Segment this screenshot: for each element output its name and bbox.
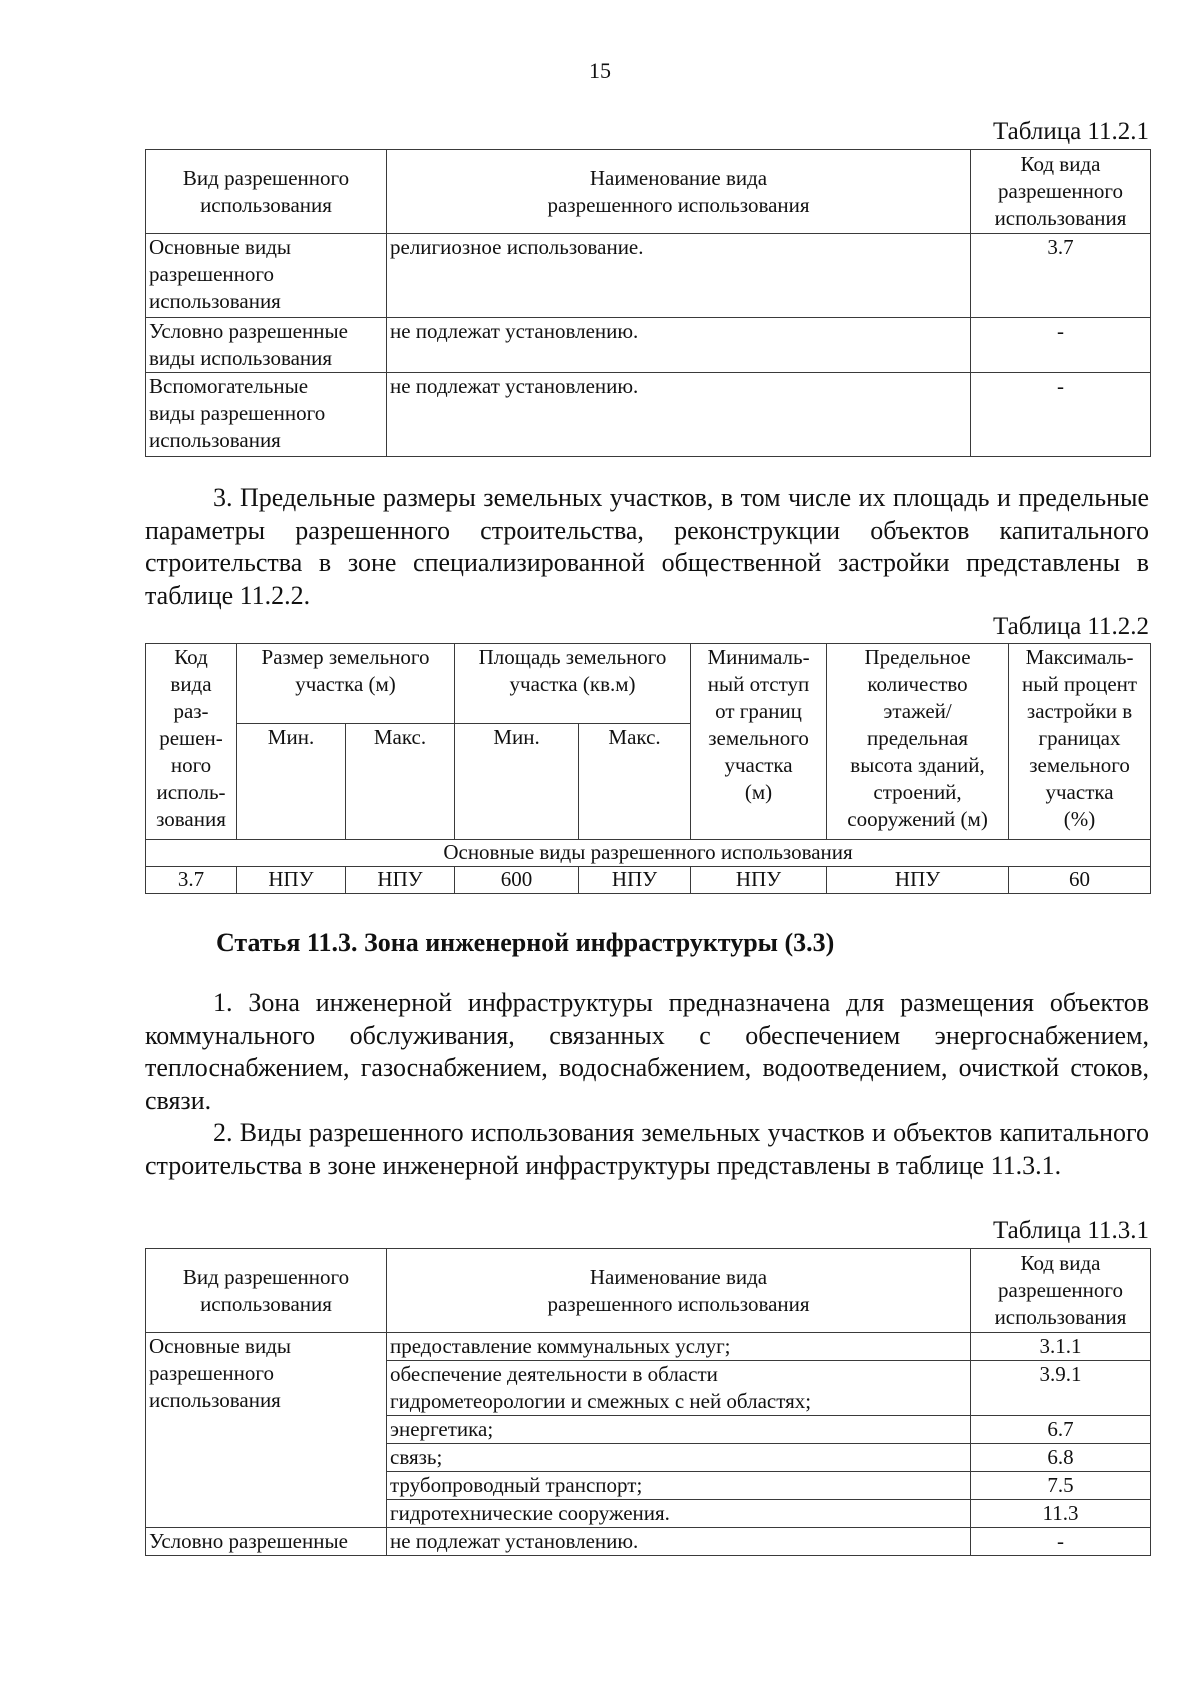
cell-area-min: 600	[455, 867, 579, 894]
header-cell: Код вида разрешенного использования	[971, 1249, 1151, 1333]
table-row	[146, 1333, 1151, 1361]
cell-code: -	[971, 373, 1151, 457]
cell-name: обеспечение деятельности в области гидрометеорологии и смежных с ней областях;	[387, 1361, 971, 1416]
cell-code: 11.3	[971, 1500, 1151, 1528]
header-cell: Наименование вида разрешенного использования	[387, 150, 971, 234]
table-section-row	[146, 840, 1151, 867]
table-header-row	[146, 644, 1151, 724]
table-row	[146, 1528, 1151, 1556]
cell-name: религиозное использование.	[387, 234, 971, 318]
cell-code: 6.8	[971, 1444, 1151, 1472]
table-11-2-2-caption: Таблица 11.2.2	[993, 613, 1149, 640]
table-11-2-1-caption: Таблица 11.2.1	[993, 118, 1149, 145]
header-percent: Максималь- ный процент застройки в границах земельного участка (%)	[1009, 644, 1151, 840]
cell-name: предоставление коммунальных услуг;	[387, 1333, 971, 1361]
cell-type: Вспомогательные виды разрешенного использования	[146, 373, 387, 457]
cell-code: -	[971, 1528, 1151, 1556]
header-code: Код вида раз- решен- ного исполь- зования	[146, 644, 237, 840]
cell-name: связь;	[387, 1444, 971, 1472]
cell-name: не подлежат установлению.	[387, 1528, 971, 1556]
cell-name: энергетика;	[387, 1416, 971, 1444]
paragraph-limits	[145, 482, 1149, 612]
cell-name: трубопроводный транспорт;	[387, 1472, 971, 1500]
cell-code: 7.5	[971, 1472, 1151, 1500]
paragraph-zone-uses-text: 2. Виды разрешенного использования земельных участков и объектов капитального строительства в зоне инженерной инфраструктуры представлены в таблице 11.3.1.	[145, 1118, 1149, 1180]
cell-size-min: НПУ	[237, 867, 346, 894]
header-size-max: Макс.	[346, 724, 455, 840]
header-floors: Предельное количество этажей/ предельная высота зданий, строений, сооружений (м)	[827, 644, 1009, 840]
cell-name: не подлежат установлению.	[387, 318, 971, 373]
page-number: 15	[589, 58, 611, 83]
header-area-max: Макс.	[579, 724, 691, 840]
header-area-min: Мин.	[455, 724, 579, 840]
cell-percent: 60	[1009, 867, 1151, 894]
cell-name: гидротехнические сооружения.	[387, 1500, 971, 1528]
article-title: Статья 11.3. Зона инженерной инфраструктуры (3.3)	[216, 928, 835, 957]
table-11-2-2	[145, 643, 1151, 894]
cell-floors: НПУ	[827, 867, 1009, 894]
cell-type: Условно разрешенные виды использования	[146, 318, 387, 373]
paragraph-zone-purpose-text: 1. Зона инженерной инфраструктуры предназначена для размещения объектов коммунального обслуживания, связанных с обеспечением энергоснабжением, теплоснабжением, газоснабжением, водоснабжением, водоотведением, очисткой стоков, связи.	[145, 988, 1149, 1115]
section-label: Основные виды разрешенного использования	[146, 840, 1151, 867]
table-row	[146, 373, 1151, 457]
table-row	[146, 318, 1151, 373]
table-11-2-1	[145, 149, 1151, 457]
table-header-row	[146, 150, 1151, 234]
cell-setback: НПУ	[691, 867, 827, 894]
cell-size-max: НПУ	[346, 867, 455, 894]
paragraph-zone-uses	[145, 1117, 1149, 1182]
cell-code: 3.7	[971, 234, 1151, 318]
paragraph-zone-purpose	[145, 987, 1149, 1117]
table-11-3-1-caption: Таблица 11.3.1	[993, 1217, 1149, 1244]
cell-area-max: НПУ	[579, 867, 691, 894]
cell-code: 3.1.1	[971, 1333, 1151, 1361]
cell-code: 3.7	[146, 867, 237, 894]
header-size: Размер земельного участка (м)	[237, 644, 455, 724]
cell-type: Основные виды разрешенного использования	[146, 234, 387, 318]
table-row	[146, 867, 1151, 894]
cell-name: не подлежат установлению.	[387, 373, 971, 457]
cell-type-conditional: Условно разрешенные	[146, 1528, 387, 1556]
cell-code: 6.7	[971, 1416, 1151, 1444]
paragraph-limits-text: 3. Предельные размеры земельных участков, в том числе их площадь и предельные параметры разрешенного строительства, реконструкции объектов капитального строительства в зоне специализированной общественной застройки представлены в таблице 11.2.2.	[145, 483, 1149, 610]
table-row	[146, 234, 1151, 318]
header-area: Площадь земельного участка (кв.м)	[455, 644, 691, 724]
header-cell: Вид разрешенного использования	[146, 150, 387, 234]
cell-type-main: Основные виды разрешенного использования	[146, 1333, 387, 1528]
table-header-row	[146, 1249, 1151, 1333]
table-11-3-1	[145, 1248, 1151, 1556]
header-cell: Код вида разрешенного использования	[971, 150, 1151, 234]
cell-code: -	[971, 318, 1151, 373]
header-setback: Минималь- ный отступ от границ земельного участка (м)	[691, 644, 827, 840]
header-size-min: Мин.	[237, 724, 346, 840]
header-cell: Вид разрешенного использования	[146, 1249, 387, 1333]
header-cell: Наименование вида разрешенного использования	[387, 1249, 971, 1333]
cell-code: 3.9.1	[971, 1361, 1151, 1416]
